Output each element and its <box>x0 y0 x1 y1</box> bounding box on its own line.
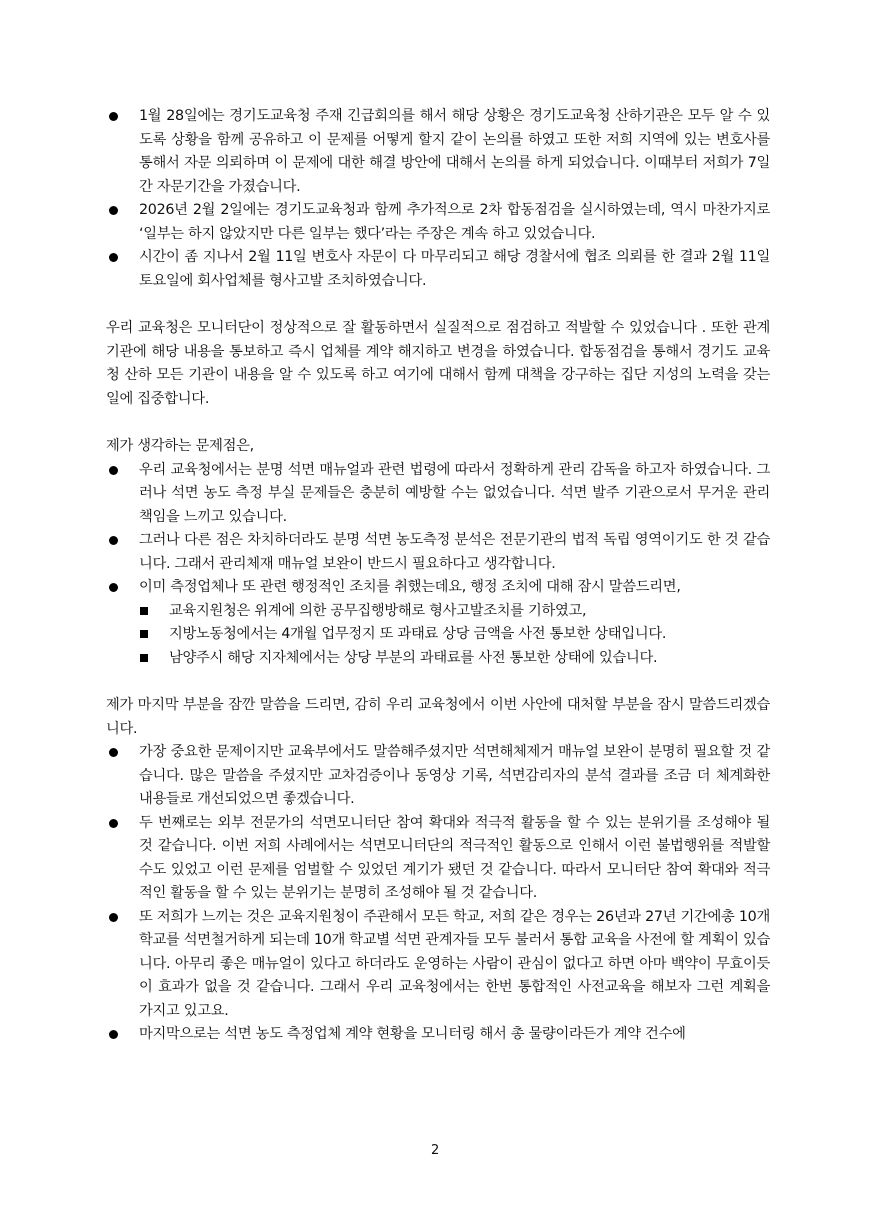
sub-list <box>106 600 770 671</box>
list-item-text: 1월 28일에는 경기도교육청 주재 긴급회의를 해서 해당 상황은 경기도교육청 산하기관은 모두 알 수 있도록 상황을 함께 공유하고 이 문제를 어떻게 할지 같이 논의를 하였고 또한 저희 지역에 있는 변호사를 통해서 자문 의뢰하며 이 문제에 대한 해결 방안에 대해서 논의를 하게 되었습니다. 이때부터 저희가 7일간 자문기간을 가졌습니다. <box>139 108 770 195</box>
spacer <box>106 411 770 435</box>
list-item-text: 두 번째로는 외부 전문가의 석면모니터단 참여 확대와 적극적 활동을 할 수 있는 분위기를 조성해야 될 것 같습니다. 이번 저희 사례에서는 석면모니터단의 적극적인 활동으로 인해서 이런 불법행위를 적발할 수도 있었고 이런 문제를 엄벌할 수 있었던 계기가 됐던 것 같습니다. 따라서 모니터단 참여 확대와 적극적인 활동을 할 수 있는 분위기는 분명히 조성해야 될 것 같습니다. <box>139 814 770 901</box>
spacer <box>106 293 770 317</box>
list-item <box>106 906 770 1024</box>
list-item-text: 시간이 좀 지나서 2월 11일 변호사 자문이 다 마무리되고 해당 경찰서에 협조 의뢰를 한 결과 2월 11일 토요일에 회사업체를 형사고발 조치하였습니다. <box>139 249 770 289</box>
bullet-dot-icon <box>109 1030 118 1039</box>
sub-list-item <box>106 600 770 624</box>
sub-list-item-text: 교육지원청은 위계에 의한 공무집행방해로 형사고발조치를 기하였고, <box>169 602 587 619</box>
spacer <box>106 670 770 694</box>
paragraph-3: 제가 마지막 부분을 잠깐 말씀을 드리면, 감히 우리 교육청에서 이번 사안에 대처할 부분을 잠시 말씀드리겠습니다. <box>106 697 770 737</box>
list-item <box>106 199 770 246</box>
bullet-list-2 <box>106 459 770 600</box>
list-item-text: 이미 측정업체나 또 관련 행정적인 조치를 취했는데요, 행정 조치에 대해 잠시 말씀드리면, <box>139 579 681 595</box>
sub-list-item <box>106 623 770 647</box>
list-item <box>106 459 770 530</box>
square-bullet-icon <box>140 630 148 638</box>
bullet-dot-icon <box>109 748 118 757</box>
bullet-list-3 <box>106 741 770 1047</box>
bullet-dot-icon <box>109 536 118 545</box>
list-item-text: 그러나 다른 점은 차치하더라도 분명 석면 농도측정 분석은 전문기관의 법적 독립 영역이기도 한 것 같습니다. 그래서 관리체재 매뉴얼 보완이 반드시 필요하다고 생각합니다. <box>139 532 770 572</box>
list-item <box>106 529 770 576</box>
list-item-text: 2026년 2월 2일에는 경기도교육청과 함께 추가적으로 2차 합동점검을 실시하였는데, 역시 마찬가지로 ‘일부는 하지 않았지만 다른 일부는 했다’라는 주장은 계속 하고 있었습니다. <box>139 202 770 242</box>
bullet-dot-icon <box>109 819 118 828</box>
list-item <box>106 246 770 293</box>
sub-list-item <box>106 647 770 671</box>
bullet-dot-icon <box>109 913 118 922</box>
page-number: 2 <box>431 1143 439 1158</box>
list-item <box>106 741 770 812</box>
list-item <box>106 1023 770 1047</box>
square-bullet-icon <box>140 654 148 662</box>
paragraph-1: 우리 교육청은 모니터단이 정상적으로 잘 활동하면서 실질적으로 점검하고 적발할 수 있었습니다 . 또한 관계기관에 해당 내용을 통보하고 즉시 업체를 계약 해지하고 변경을 하였습니다. 합동점검을 통해서 경기도 교육청 산하 모든 기관이 내용을 알 수 있도록 하고 여기에 대해서 함께 대책을 강구하는 집단 지성의 노력을 갖는 일에 집중합니다. <box>106 320 770 407</box>
paragraph-2: 제가 생각하는 문제점은, <box>106 438 254 454</box>
list-item-text: 가장 중요한 문제이지만 교육부에서도 말씀해주셨지만 석면해체제거 매뉴얼 보완이 분명히 필요할 것 같습니다. 많은 말씀을 주셨지만 교차검증이나 동영상 기록, 석면감리자의 분석 결과를 조금 더 체계화한 내용들로 개선되었으면 좋겠습니다. <box>139 744 770 807</box>
sub-list-item-text: 지방노동청에서는 4개월 업무정지 또 과태료 상당 금액을 사전 통보한 상태입니다. <box>169 626 667 642</box>
bullet-list-1 <box>106 105 770 293</box>
bullet-dot-icon <box>109 206 118 215</box>
list-item-text: 우리 교육청에서는 분명 석면 매뉴얼과 관련 법령에 따라서 정확하게 관리 감독을 하고자 하였습니다. 그러나 석면 농도 측정 부실 문제들은 충분히 예방할 수는 없었습니다. 석면 발주 기관으로서 무거운 관리 책임을 느끼고 있습니다. <box>139 461 770 525</box>
bullet-dot-icon <box>109 466 118 475</box>
list-item-text: 또 저희가 느끼는 것은 교육지원청이 주관해서 모든 학교, 저희 같은 경우는 26년과 27년 기간에총 10개 학교를 석면철거하게 되는데 10개 학교별 석면 관계자들 모두 불러서 통합 교육을 사전에 할 계획이 있습니다. 아무리 좋은 매뉴얼이 있다고 하더라도 운영하는 사람이 관심이 없다고 하면 아마 백약이 무효이듯이 효과가 없을 것 같습니다. 그래서 우리 교육청에서는 한번 통합적인 사전교육을 해보자 그런 계획을 가지고 있고요. <box>139 908 770 1019</box>
list-item <box>106 105 770 199</box>
square-bullet-icon <box>140 607 148 615</box>
list-item <box>106 576 770 600</box>
bullet-dot-icon <box>109 583 118 592</box>
sub-list-item-text: 남양주시 해당 지자체에서는 상당 부분의 과태료를 사전 통보한 상태에 있습니다. <box>169 649 658 666</box>
bullet-dot-icon <box>109 253 118 262</box>
list-item <box>106 812 770 906</box>
list-item-text: 마지막으로는 석면 농도 측정업체 계약 현황을 모니터링 해서 총 물량이라든가 계약 건수에 <box>139 1026 686 1042</box>
bullet-dot-icon <box>109 112 118 121</box>
